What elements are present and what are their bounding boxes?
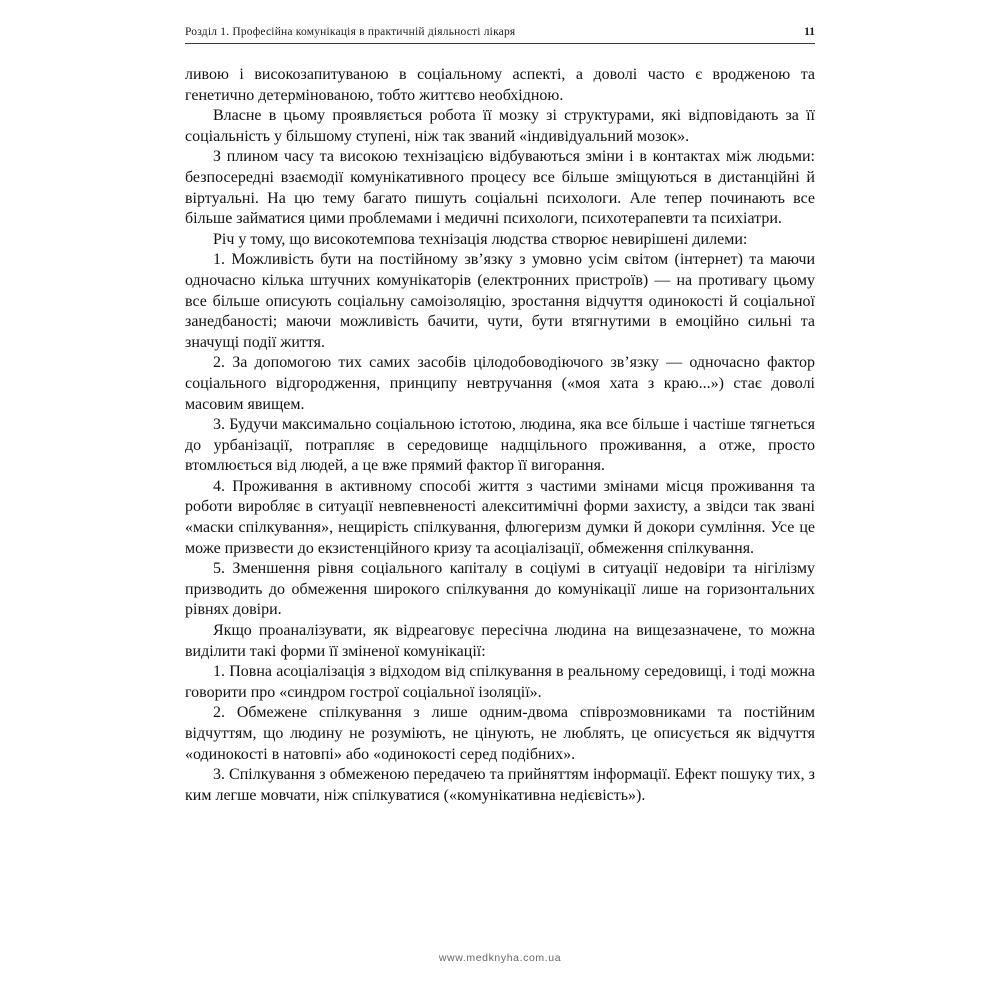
list-item-paragraph: 2. За допомогою тих самих засобів цілодобоводіючого зв’язку — одночасно фактор соціального відгородження, принципу невтручання («моя хата з краю...») стає доволі масовим явищем. — [185, 354, 815, 413]
page-number: 11 — [804, 26, 815, 38]
running-header — [185, 26, 815, 44]
list-item-paragraph: 4. Проживання в активному способі життя з частими змінами місця проживання та роботи виробляє в ситуації невпевненості алекситимічні форми захисту, а звідси так звані «маски спілкування», нещирість спілкування, флюгеризм думки й докори сумління. Усе це може призвести до екзистенційного кризу та асоціалізації, обмеження спілкування. — [185, 477, 815, 557]
paragraph: Власне в цьому проявляється робота її мозку зі структурами, які відповідають за її соціальність у більшому ступені, ніж так званий «індивідуальний мозок». — [185, 107, 815, 145]
chapter-title: Розділ 1. Професійна комунікація в практичній діяльності лікаря — [185, 26, 516, 38]
body-text — [185, 65, 815, 806]
paragraph: Якщо проаналізувати, як відреаговує пересічна людина на вищезазначене, то можна виділити такі форми її зміненої комунікації: — [185, 622, 815, 660]
footer — [0, 952, 1000, 964]
list-item-paragraph: 5. Зменшення рівня соціального капіталу в соціумі в ситуації недовіри та нігілізму призводить до обмеження широкого спілкування до комунікації лише на горизонтальних рівнях довіри. — [185, 560, 815, 619]
paragraph: З плином часу та високою технізацією відбуваються зміни і в контактах між людьми: безпосередні взаємодії комунікативного процесу все більше зміщуються в дистанційні й віртуальні. На цю тему багато пишуть соціальні психологи. Але тепер починають все більше займатися цими проблемами і медичні психологи, психотерапевти та психіатри. — [185, 148, 815, 228]
publisher-url: www.medknyha.com.ua — [438, 952, 562, 964]
paragraph: Річ у тому, що високотемпова технізація людства створює невирішені дилеми: — [213, 230, 748, 248]
list-item-paragraph: 1. Повна асоціалізація з відходом від спілкування в реальному середовищі, і тоді можна говорити про «синдром гострої соціальної ізоляції». — [185, 663, 815, 701]
list-item-paragraph: 1. Можливість бути на постійному зв’язку з умовно усім світом (інтернет) та маючи одночасно кілька штучних комунікаторів (електронних пристроїв) — на противагу цьому все більше описують соціальну самоізоляцію, зростання відчуття одинокості й соціальної занедбаності; маючи можливість бачити, чути, бути втягнутими в емоційно сильні та значущі події життя. — [185, 251, 815, 351]
list-item-paragraph: 2. Обмежене спілкування з лише одним-двома співрозмовниками та постійним відчуттям, що людину не розуміють, не цінують, не люблять, це описується як відчуття «одинокості в натовпі» або «одинокості серед подібних». — [185, 704, 815, 763]
list-item-paragraph: 3. Спілкування з обмеженою передачею та прийняттям інформації. Ефект пошуку тих, з ким легше мовчати, ніж спілкуватися («комунікативна недієвість»). — [185, 766, 815, 804]
paragraph: ливою і високозапитуваною в соціальному аспекті, а доволі часто є вродженою та генетично детермінованою, тобто життєво необхідною. — [185, 66, 815, 104]
list-item-paragraph: 3. Будучи максимально соціальною істотою, людина, яка все більше і частіше тягнеться до урбанізації, потрапляє в середовище надщільного проживання, а отже, просто втомлюється від людей, а це вже прямий фактор її вигорання. — [185, 416, 815, 475]
